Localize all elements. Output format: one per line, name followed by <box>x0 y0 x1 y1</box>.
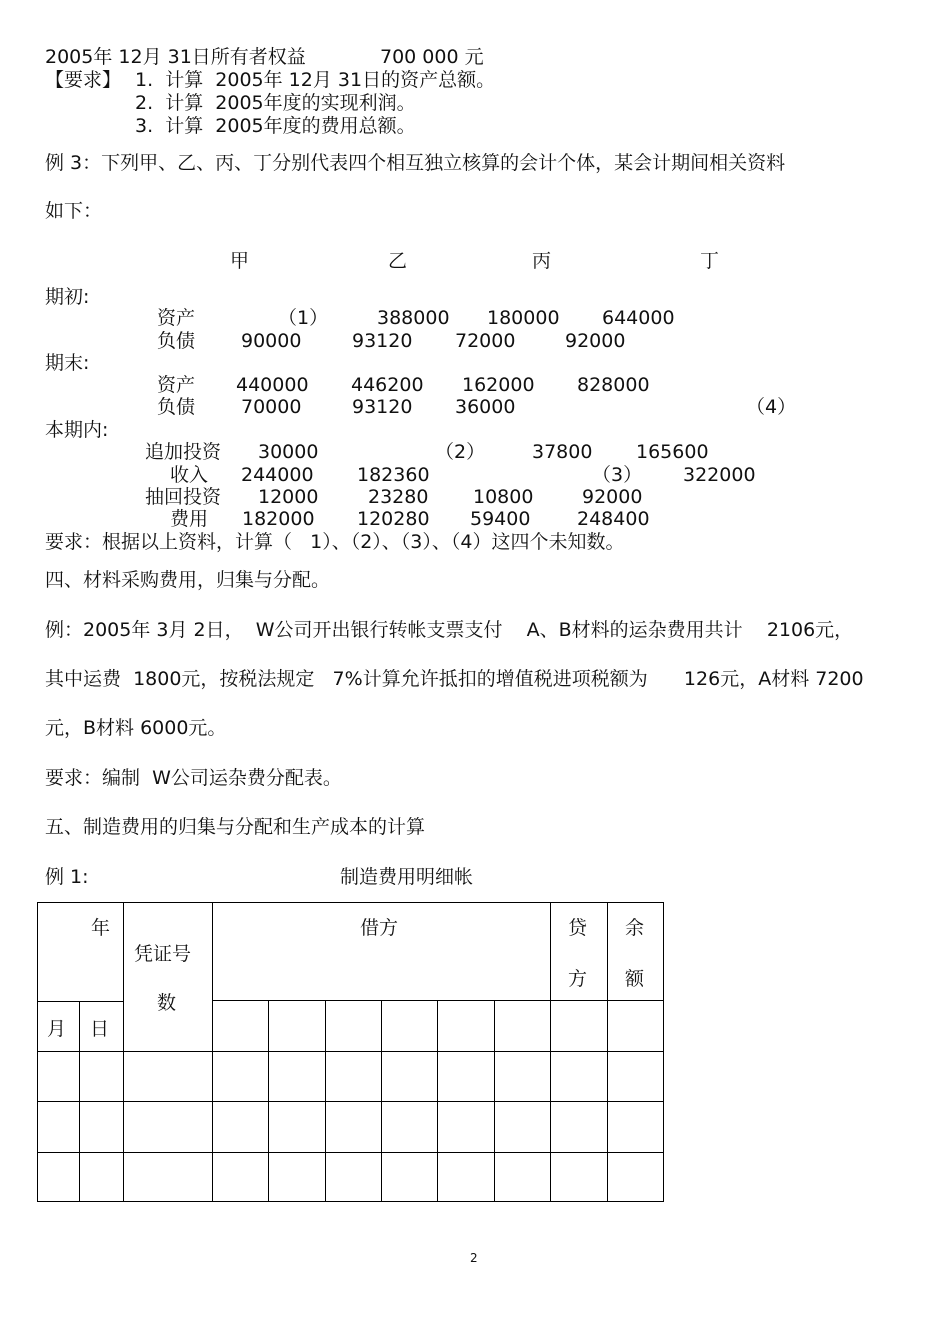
expense-yi: 120280 <box>357 508 430 530</box>
equity-value: 700 000 元 <box>380 46 484 68</box>
header-yi: 乙 <box>388 250 408 272</box>
header-bing: 丙 <box>532 250 552 272</box>
begin-liab-jia: 90000 <box>241 330 302 352</box>
section4-para-2: 其中运费 1800元，按税法规定 7%计算允许抵扣的增值税进项税额为 126元，A材料 7200 <box>45 668 864 690</box>
header-day: 日 <box>90 1018 110 1040</box>
begin-liab-label: 负债 <box>157 330 196 352</box>
begin-assets-bing: 180000 <box>487 307 560 329</box>
example3-intro: 例 3：下列甲、乙、丙、丁分别代表四个相互独立核算的会计个体，某会计期间相关资料 <box>45 152 786 174</box>
begin-liab-bing: 72000 <box>455 330 516 352</box>
ledger-title: 制造费用明细帐 <box>340 866 474 888</box>
income-ding: 322000 <box>683 464 756 486</box>
expense-bing: 59400 <box>470 508 531 530</box>
page-number: 2 <box>470 1251 478 1265</box>
withdraw-ding: 92000 <box>582 486 643 508</box>
section4-para-1: 例：2005年 3月 2日， W公司开出银行转帐支票支付 A、B材料的运杂费用共计 2106元， <box>45 619 854 641</box>
requirement-2: 2. 计算 2005年度的实现利润。 <box>135 92 416 114</box>
add-invest-ding: 165600 <box>636 441 709 463</box>
example3-requirement: 要求：根据以上资料，计算（ 1）、（2）、（3）、（4）这四个未知数。 <box>45 531 625 553</box>
income-bing: （3） <box>592 464 643 486</box>
withdraw-label: 抽回投资 <box>145 486 222 508</box>
header-credit: 贷 <box>568 917 588 939</box>
header-voucher-cont: 数 <box>157 992 177 1014</box>
header-ding: 丁 <box>700 250 720 272</box>
section5-title: 五、制造费用的归集与分配和生产成本的计算 <box>45 816 426 838</box>
section4-requirement: 要求：编制 W公司运杂费分配表。 <box>45 767 342 789</box>
end-liab-ding: （4） <box>746 396 797 418</box>
section4-title: 四、材料采购费用，归集与分配。 <box>45 569 331 591</box>
income-jia: 244000 <box>241 464 314 486</box>
section5-example: 例 1: <box>45 866 89 888</box>
requirement-3: 3. 计算 2005年度的费用总额。 <box>135 115 416 137</box>
expense-ding: 248400 <box>577 508 650 530</box>
equity-line: 2005年 12月 31日所有者权益 <box>45 46 306 68</box>
end-liab-jia: 70000 <box>241 396 302 418</box>
end-assets-jia: 440000 <box>236 374 309 396</box>
add-invest-jia: 30000 <box>258 441 319 463</box>
income-label: 收入 <box>170 464 209 486</box>
withdraw-bing: 10800 <box>473 486 534 508</box>
period-label: 本期内: <box>45 419 109 441</box>
end-assets-label: 资产 <box>157 374 196 396</box>
begin-liab-ding: 92000 <box>565 330 626 352</box>
section4-para-3: 元，B材料 6000元。 <box>45 717 227 739</box>
expense-jia: 182000 <box>242 508 315 530</box>
income-yi: 182360 <box>357 464 430 486</box>
end-liab-yi: 93120 <box>352 396 413 418</box>
add-invest-bing: 37800 <box>532 441 593 463</box>
header-year: 年 <box>91 917 111 939</box>
add-invest-label: 追加投资 <box>145 441 222 463</box>
begin-label: 期初: <box>45 286 90 308</box>
end-label: 期末: <box>45 352 90 374</box>
header-credit-cont: 方 <box>568 968 588 990</box>
withdraw-yi: 23280 <box>368 486 429 508</box>
header-balance: 余 <box>625 917 645 939</box>
withdraw-jia: 12000 <box>258 486 319 508</box>
header-balance-cont: 额 <box>625 968 645 990</box>
header-month: 月 <box>47 1018 67 1040</box>
add-invest-yi: （2） <box>435 441 486 463</box>
begin-liab-yi: 93120 <box>352 330 413 352</box>
begin-assets-yi: 388000 <box>377 307 450 329</box>
requirement-1: 1. 计算 2005年 12月 31日的资产总额。 <box>135 69 496 91</box>
requirement-label: 【要求】 <box>45 69 122 91</box>
header-jia: 甲 <box>230 250 250 272</box>
begin-assets-ding: 644000 <box>602 307 675 329</box>
begin-assets-jia: （1） <box>278 307 329 329</box>
end-assets-ding: 828000 <box>577 374 650 396</box>
end-liab-label: 负债 <box>157 396 196 418</box>
end-assets-bing: 162000 <box>462 374 535 396</box>
example3-intro-cont: 如下： <box>45 200 103 222</box>
header-debit: 借方 <box>360 917 399 939</box>
end-assets-yi: 446200 <box>351 374 424 396</box>
header-voucher: 凭证号 <box>134 943 192 965</box>
expense-label: 费用 <box>170 508 209 530</box>
end-liab-bing: 36000 <box>455 396 516 418</box>
begin-assets-label: 资产 <box>157 307 196 329</box>
